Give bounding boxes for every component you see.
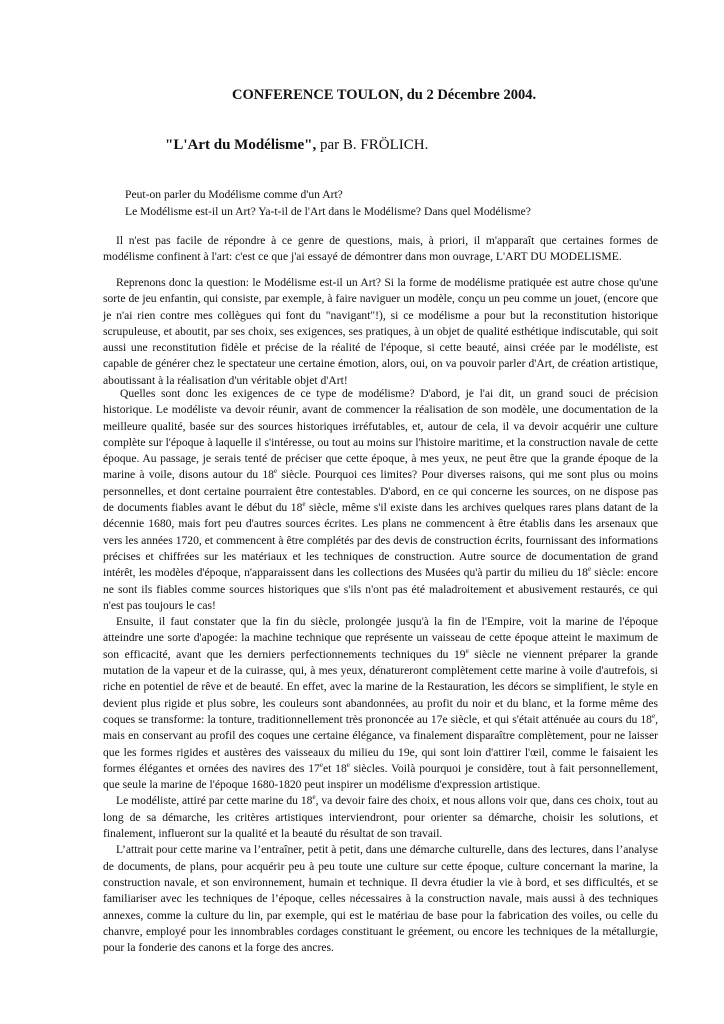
- superscript: e: [346, 760, 350, 769]
- paragraph-6: L’attrait pour cette marine va l’entraîner, petit à petit, dans une démarche culturelle, dans des lectures, dans l’analyse de documents, de plans, pour acquérir peu à peu toute une culture sur cette époque, culture concernant la marine, la construction navale, et son environnement, humain et technique. Il devra étudier la vie à bord, et ses difficultés, et se familiariser avec les techniques de l’époque, celles nécessaires à la construction navale, mais aussi à des techniques annexes, comme la culture du lin, par exemple, qui est le matériau de base pour la fabrication des voiles, ou celle du chanvre, employé pour les innombrables cordages constituant le gréement, ou encore les techniques de la métallurgie, pour la fonderie des canons et la forge des ancres.: [103, 843, 658, 955]
- superscript: e: [273, 467, 278, 476]
- main-body: [103, 386, 658, 956]
- intro-question: Peut-on parler du Modélisme comme d'un Art?: [125, 188, 343, 201]
- superscript: e: [587, 565, 592, 574]
- lecture-title: [165, 137, 428, 154]
- paragraph-5: [103, 793, 658, 842]
- paragraph-text: Il n'est pas facile de répondre à ce genre de questions, mais, à priori, il m'apparaît que certaines formes de modélisme confinent à l'art: c'est ce que j'ai essayé de démontrer dans mon ouvrage, L'ART DU MODELISME.: [103, 234, 658, 264]
- paragraph-1: [103, 233, 658, 266]
- paragraph-2: [103, 275, 658, 389]
- superscript: e: [302, 500, 306, 509]
- superscript: e: [465, 646, 469, 655]
- superscript: e: [651, 711, 656, 720]
- paragraph-3: [103, 386, 658, 614]
- text-run: et 18: [322, 761, 347, 775]
- text-run: , mais en conservant au profil des coques une certaine élégance, va finalement disparaître complètement, pour ne laisser que les formes rigides et austères des vaisseaux du milieu du 19e, qui sont loin d'attirer l'œil, comme le faisaient les formes élégantes et ornées des navires des 17: [103, 712, 658, 775]
- lecture-title-bold: "L'Art du Modélisme",: [165, 137, 317, 153]
- text-run: Le modéliste, attiré par cette marine du 18: [116, 794, 313, 808]
- intro-questions: [125, 187, 531, 220]
- text-run: siècles. Voilà pourquoi je considère, tout à fait personnellement, que seule la marine de l'époque 1680-1820 peut inspirer un modélisme d'expression artistique.: [103, 761, 658, 792]
- paragraph-text: Reprenons donc la question: le Modélisme est-il un Art? Si la forme de modélisme pratiquée est autre chose qu'une sorte de jeu enfantin, qui consiste, par exemple, à faire naviguer un modèle, conçu un peu comme un jouet, (encore que je n'ai rien contre mes collègues qui font du "navigant"!), si ce modélisme a pour but la reconstitution historique scrupuleuse, et aboutit, par ses choix, ses exigences, ses pratiques, à un objet de qualité esthétique indiscutable, qui soit aussi une reconstitution fidèle et précise de la réalité de l'époque, si cette beauté, ainsi créée par le modéliste, est capable de générer chez le spectateur une certaine émotion, alors, oui, on va pouvoir parler d'Art, de création artistique, aboutissant à la réalisation d'un véritable objet d'Art!: [103, 276, 658, 387]
- superscript: e: [312, 793, 316, 802]
- text-run: siècle, même s'il existe dans les archives quelques rares plans datant de la décennie 1680, mais fort peu d'autres sources écrites. Les plans ne commencent à être établis dans les arsenaux que vers les années 1720, et commencent à être complétés par des devis de construction écrits, fournissant des informations précises et chiffrées sur les matériaux et les techniques de construction. Autre source de documentation de grand intérêt, les modèles d'époque, n'apparaissent dans les collections des Musées qu'à partir du milieu du 18: [103, 501, 658, 580]
- text-run: siècle ne viennent préparer la grande mutation de la vapeur et de la cuirasse, qui, à mes yeux, dénatureront complètement cette marine à voile d'autrefois, si riche en potentiel de rêve et de beauté. En effet, avec la marine de la Restauration, les décors se simplifient, le style en devient plus rigide et plus sobre, les couleurs sont abandonnées, au profit du noir et du blanc, et la forme même des coques se transforme: la tonture, traditionnellement très prononcée au 17e siècle, et qui s'était atténuée au cours du 18: [103, 647, 658, 726]
- text-run: Quelles sont donc les exigences de ce type de modélisme? D'abord, je l'ai dit, un grand souci de précision historique. Le modéliste va devoir réunir, avant de commencer la réalisation de son modèle, une documentation de la meilleure qualité, basée sur des sources historiques irréfutables, et, autour de cela, il va devoir acquérir une culture complète sur l'époque à laquelle il s'intéresse, ou tout au moins sur l'histoire maritime, et la construction navale de cette époque. Au passage, je serais tenté de préciser que cette époque, à mes yeux, ne peut être que la grande époque de la marine à voile, disons autour du 18: [103, 387, 658, 482]
- conference-title: CONFERENCE TOULON, du 2 Décembre 2004.: [232, 87, 537, 103]
- text-run: siècle. Pourquoi ces limites? Pour diverses raisons, qui me sont plus ou moins personnelles, et dont certaine pourraient être contestables. D'abord, en ce qui concerne les sources, on ne dispose pas de documents fiables avant le début du 18: [103, 468, 658, 515]
- lecture-title-author: par B. FRÖLICH.: [316, 137, 429, 153]
- paragraph-4: [103, 614, 658, 793]
- text-run: Ensuite, il faut constater que la fin du siècle, prolongée jusqu'à la fin de l'Empire, voit la marine de l'époque atteindre une sorte d'apogée: la machine technique que représente un vaisseau de cette époque atteint le maximum de son efficacité, avant que les derniers perfectionnements techniques du 19: [103, 615, 658, 661]
- intro-question: Le Modélisme est-il un Art? Ya-t-il de l'Art dans le Modélisme? Dans quel Modélisme?: [125, 204, 531, 218]
- superscript: e: [319, 760, 323, 769]
- text-run: , va devoir faire des choix, et nous allons voir que, dans ces choix, tout au long de sa démarche, les critères artistiques interviendront, pour orienter sa démarche, choisir les solutions, et finalement, influeront sur la qualité et la beauté du résultat de son travail.: [103, 794, 659, 841]
- text-run: siècle: encore ne sont ils fiables comme sources historiques que s'ils n'ont pas été maladroitement et abusivement restaurés, ce qui n'est pas toujours le cas!: [103, 566, 658, 612]
